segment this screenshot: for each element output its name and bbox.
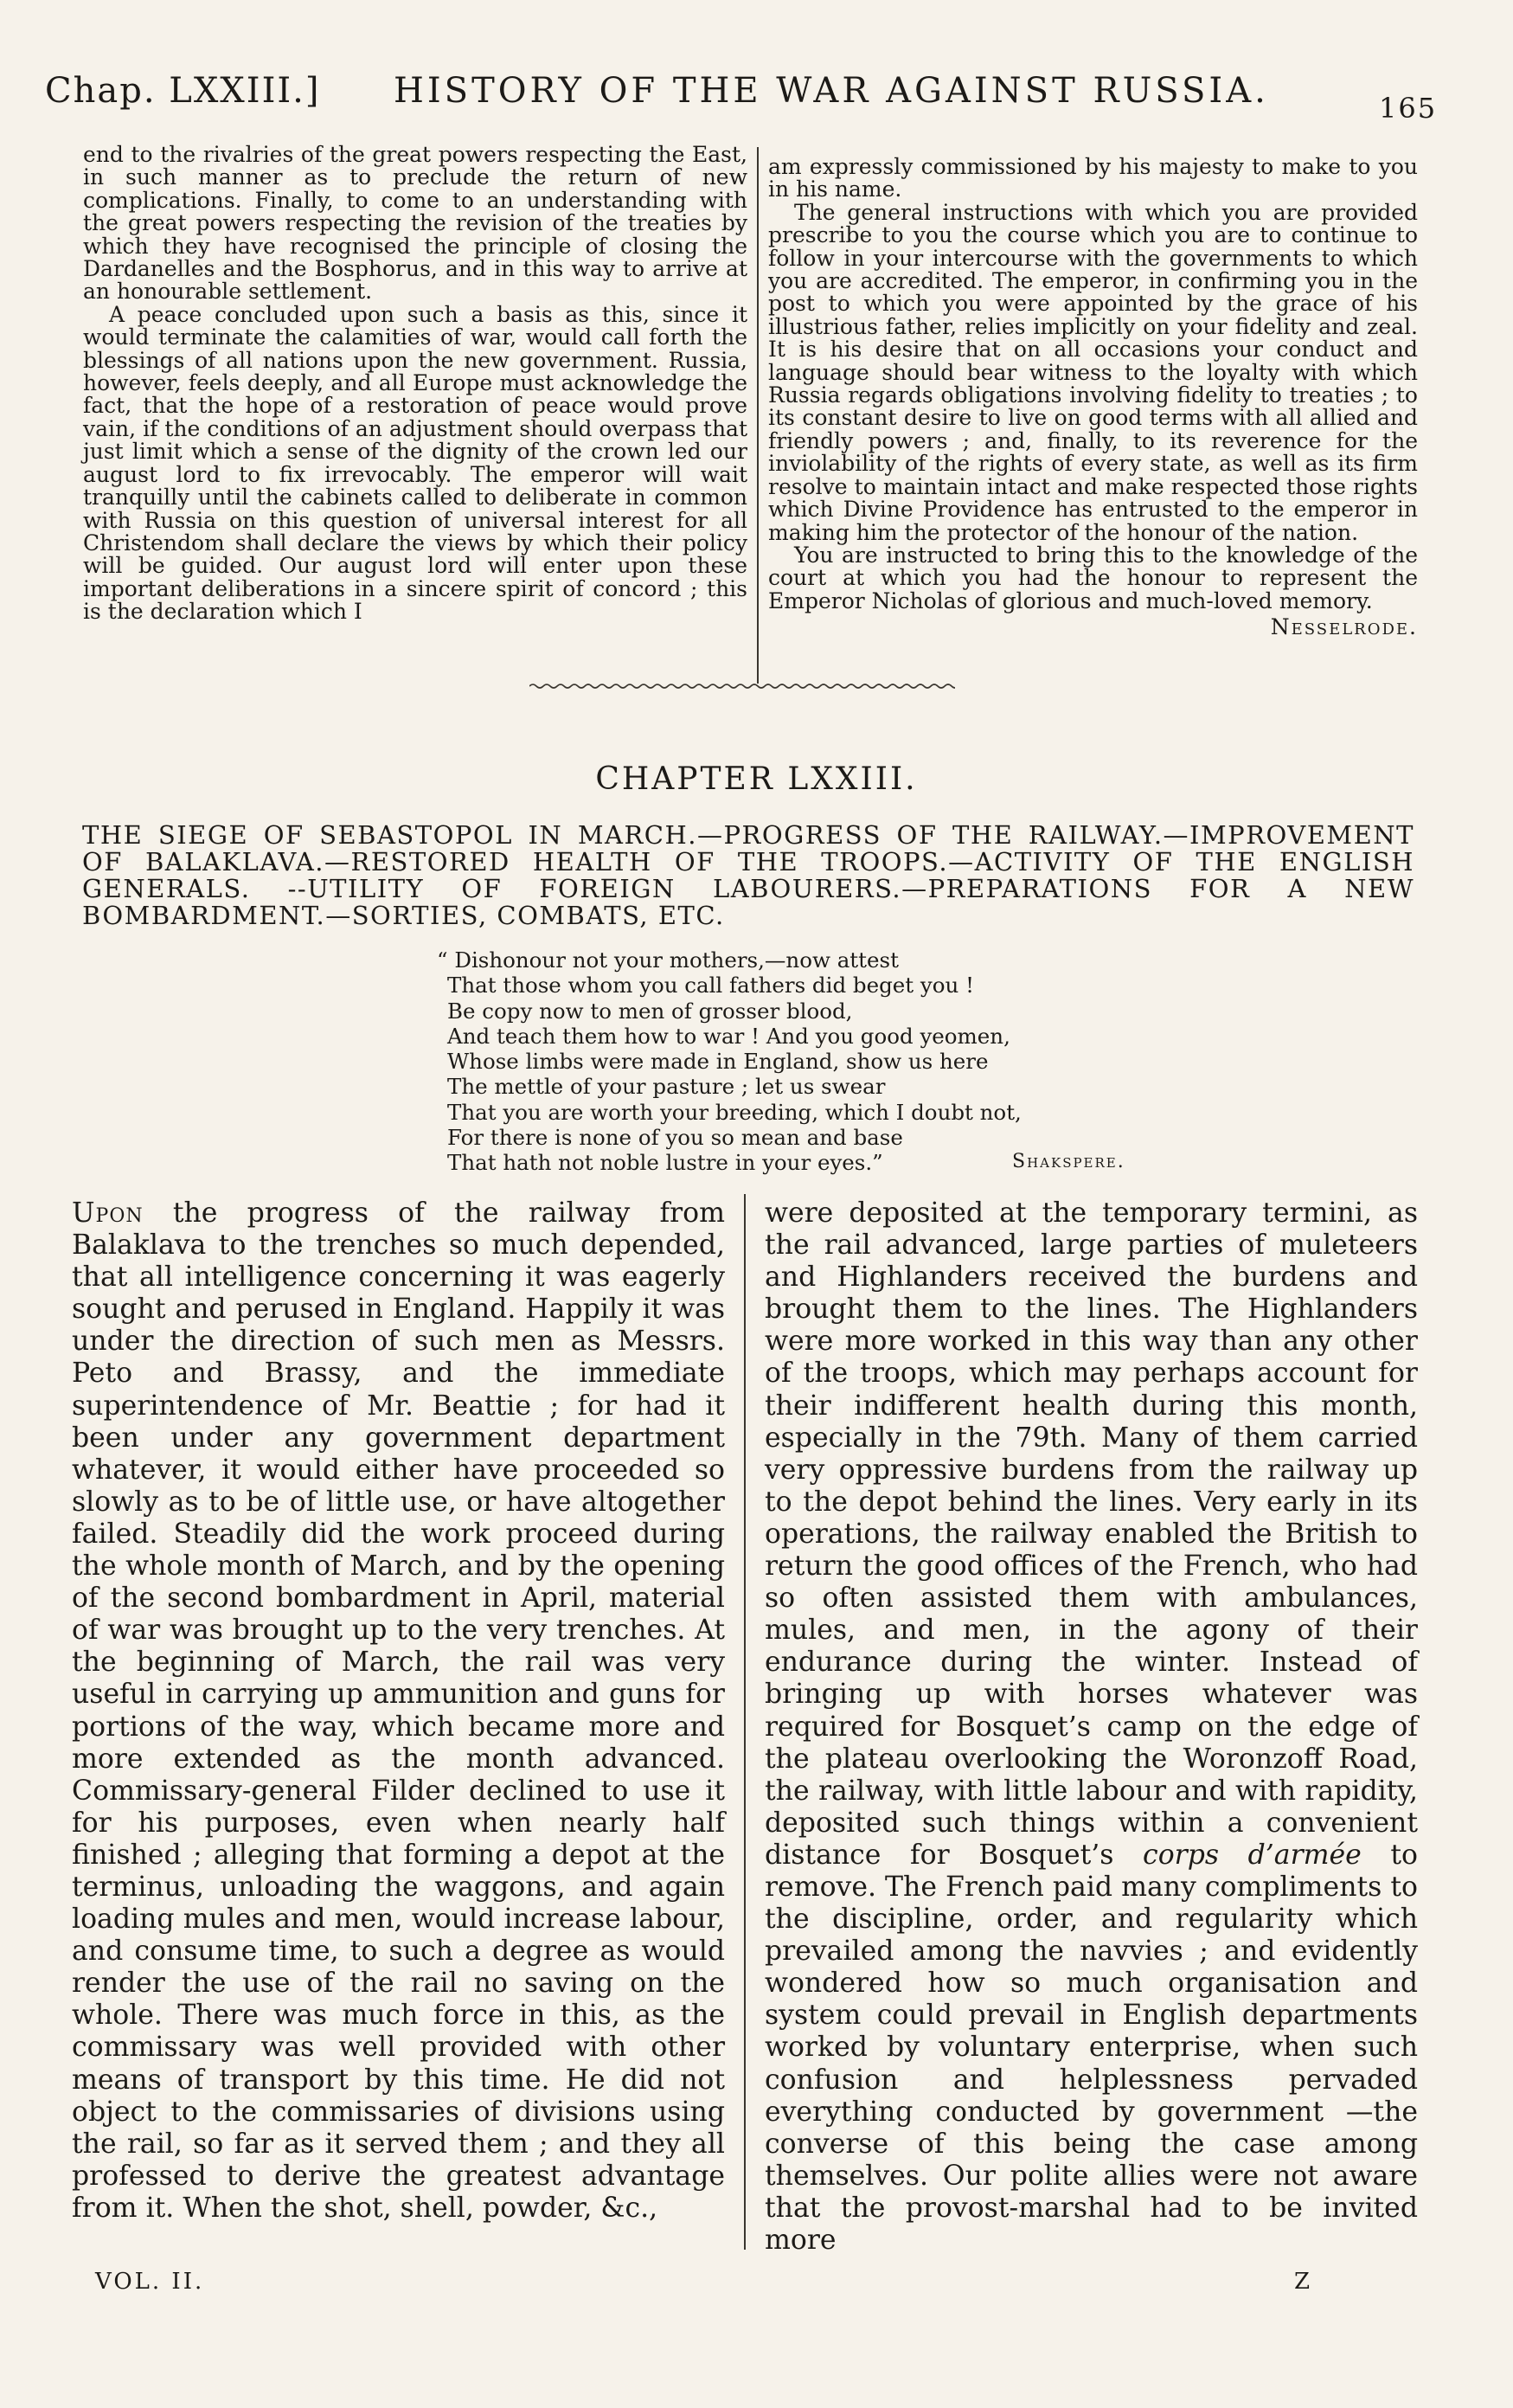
epigraph-line: The mettle of your pasture ; let us swear xyxy=(447,1074,886,1100)
body-paragraph xyxy=(765,1198,1418,2257)
running-title: HISTORY OF THE WAR AGAINST RUSSIA. xyxy=(394,71,1269,111)
column-rule xyxy=(744,1194,746,2250)
signature-mark: Z xyxy=(1294,2269,1311,2295)
upper-left-column xyxy=(83,144,747,624)
page-number: 165 xyxy=(1379,92,1438,125)
body-paragraph xyxy=(72,1198,725,2225)
epigraph-attribution: Shakspere. xyxy=(1012,1151,1125,1172)
epigraph-line: Be copy now to men of grosser blood, xyxy=(447,998,853,1024)
epigraph-line: That those whom you call fathers did beget you ! xyxy=(447,973,974,999)
paragraph: end to the rivalries of the great powers respecting the East, in such manner as to preclude the return of new complications. Finally, to come to an understanding with the great powers respecting the revision of the treaties by which they have recognised the principle of closing the Dardanelles and the Bosphorus, and in this way to arrive at an honourable settlement. xyxy=(83,142,747,305)
body-text: the progress of the railway from Balaklava to the trenches so much depended, that all intelligence concerning it was eagerly sought and perused in England. Happily it was under the direction of such men as Messrs. Peto and Brassy, and the immediate superintendence of Mr. Beattie ; for had it been under any government department whatever, it would either have proceeded so slowly as to be of little use, or have altogether failed. Steadily did the work proceed during the whole month of March, and by the opening of the second bombardment in April, material of war was brought up to the very trenches. At the beginning of March, the rail was very useful in carrying up ammunition and guns for portions of the way, which became more and more extended as the month advanced. Commissary-general Filder declined to use it for his purposes, even when nearly half finished ; alleging that forming a depot at the terminus, unloading the waggons, and again loading mules and men, would increase labour, and consume time, to such a degree as would render the use of the rail no saving on the whole. There was much force in this, as the commissary was well provided with other means of transport by this time. He did not object to the commissaries of divisions using the rail, so far as it served them ; and they all professed to derive the greatest advantage from it. When the shot, shell, powder, &c., xyxy=(72,1198,725,2224)
epigraph-line: For there is none of you so mean and base xyxy=(447,1125,903,1151)
chapter-summary: THE SIEGE OF SEBASTOPOL IN MARCH.—PROGRESS OF THE RAILWAY.—IMPROVEMENT OF BALAKLAVA.—RESTORED HEALTH OF THE TROOPS.—ACTIVITY OF THE ENGLISH GENERALS. --UTILITY OF FOREIGN LABOURERS.—PREPARATIONS FOR A NEW BOMBARDMENT.—SORTIES, COMBATS, ETC. xyxy=(82,820,1414,930)
paragraph: A peace concluded upon such a basis as this, since it would terminate the calamities of war, would call forth the blessings of all nations upon the new government. Russia, however, feels deeply, and all Europe must acknowledge the fact, that the hope of a restoration of peace would prove vain, if the conditions of an adjustment should overpass that just limit which a sense of the dignity of the crown led our august lord to fix irrevocably. The emperor will wait tranquilly until the cabinets called to deliberate in common with Russia on this question of universal interest for all Christendom shall declare the views by which their policy will be guided. Our august lord will enter upon these important deliberations in a sincere spirit of concord ; this is the declaration which I xyxy=(83,301,747,625)
epigraph-line: That you are worth your breeding, which I doubt not, xyxy=(447,1099,1022,1125)
epigraph-line: Whose limbs were made in England, show us here xyxy=(447,1049,989,1075)
body-left-column xyxy=(72,1198,725,2225)
letter-signature: Nesselrode. xyxy=(1270,614,1418,640)
chapter-title: CHAPTER LXXIII. xyxy=(595,761,918,797)
upper-right-column xyxy=(768,156,1418,639)
epigraph-line: And teach them how to war ! And you good yeomen, xyxy=(447,1023,1010,1049)
wavy-divider-ornament xyxy=(529,682,955,690)
column-rule xyxy=(757,147,759,684)
epigraph-line: That hath not noble lustre in your eyes.” xyxy=(447,1150,883,1176)
body-text: to remove. The French paid many compliments to the discipline, order, and regularity which prevailed among the navvies ; and evidently wondered how so much organisation and system could prevail in English departments worked by voluntary enterprise, when such confusion and helplessness pervaded everything conducted by government —the converse of this being the case among themselves. Our polite allies were not aware that the provost-marshal had to be invited more xyxy=(765,1839,1418,2256)
paragraph: You are instructed to bring this to the knowledge of the court at which you had the honour to represent the Emperor Nicholas of glorious and much-loved memory. xyxy=(768,542,1418,613)
volume-mark: VOL. II. xyxy=(95,2269,205,2295)
paragraph: The general instructions with which you are provided prescribe to you the course which you are to continue to follow in your intercourse with the governments to which you are accredited. The emperor, in confirming you in the post to which you were appointed by the grace of his illustrious father, relies implicitly on your fidelity and zeal. It is his desire that on all occasions your conduct and language should bear witness to the loyalty with which Russia regards obligations involving fidelity to treaties ; to its constant desire to live on good terms with all allied and friendly powers ; and, finally, to its reverence for the inviolability of the rights of every state, as well as its firm resolve to maintain intact and make respected those rights which Divine Providence has entrusted to the emperor in making him the protector of the honour of the nation. xyxy=(768,199,1418,545)
paragraph: am expressly commissioned by his majesty to make to you in his name. xyxy=(768,154,1418,202)
epigraph-line: “ Dishonour not your mothers,—now attest xyxy=(437,947,899,973)
epigraph xyxy=(437,947,1198,1176)
body-right-column xyxy=(765,1198,1418,2257)
italic-phrase: corps d’armée xyxy=(1143,1839,1362,1871)
chapter-reference: Chap. LXXIII.] xyxy=(45,71,321,111)
opening-word: Upon xyxy=(72,1198,144,1229)
body-text: were deposited at the temporary termini, as the rail advanced, large parties of muleteers and Highlanders received the burdens and brought them to the lines. The Highlanders were more worked in this way than any other of the troops, which may perhaps account for their indifferent health during this month, especially in the 79th. Many of them carried very oppressive burdens from the railway up to the depot behind the lines. Very early in its operations, the railway enabled the British to return the good offices of the French, who had so often assisted them with ambulances, mules, and men, in the agony of their endurance during the winter. Instead of bringing up with horses whatever was required for Bosquet’s camp on the edge of the plateau overlooking the Woronzoff Road, the railway, with little labour and with rapidity, deposited such things within a convenient distance for Bosquet’s xyxy=(765,1198,1418,1871)
